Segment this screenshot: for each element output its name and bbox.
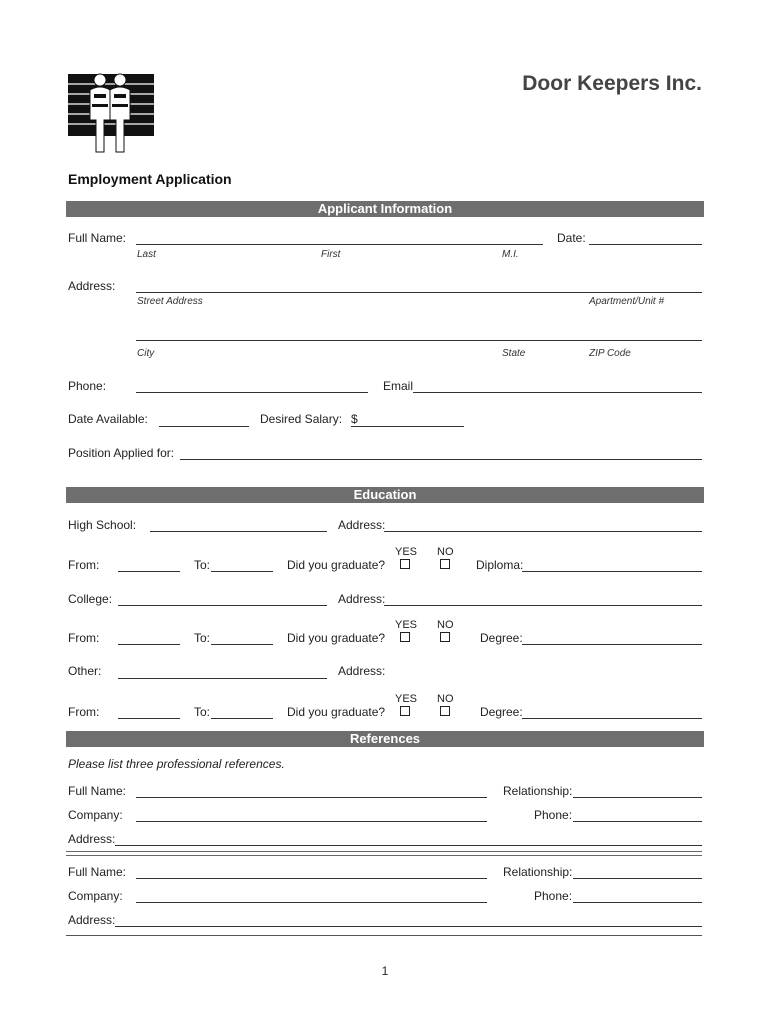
college-to-label: To:: [194, 631, 211, 645]
apartment-caption: Apartment/Unit #: [589, 296, 665, 307]
college-no-checkbox[interactable]: [440, 632, 450, 642]
college-to-field[interactable]: [211, 644, 273, 645]
city-caption: City: [137, 348, 155, 359]
high-school-address-field[interactable]: [384, 531, 702, 532]
phone-label: Phone:: [68, 379, 107, 393]
date-label: Date:: [557, 231, 586, 245]
college-yes-label: YES: [395, 619, 418, 631]
full-name-field[interactable]: [136, 244, 543, 245]
form-title: Employment Application: [68, 171, 232, 187]
other-degree-label: Degree:: [480, 705, 523, 719]
college-address-field[interactable]: [384, 605, 702, 606]
date-available-field[interactable]: [159, 426, 249, 427]
other-no-label: NO: [437, 693, 454, 705]
ref1-relationship-label: Relationship:: [503, 784, 573, 798]
other-label: Other:: [68, 664, 102, 678]
ref1-full-name-label: Full Name:: [68, 784, 127, 798]
hs-to-field[interactable]: [211, 571, 273, 572]
reference-bottom-rule: [66, 935, 702, 936]
diploma-field[interactable]: [522, 571, 702, 572]
position-field[interactable]: [180, 459, 702, 460]
references-header: References: [66, 731, 704, 747]
other-yes-checkbox[interactable]: [400, 706, 410, 716]
college-no-label: NO: [437, 619, 454, 631]
dollar-sign: $: [351, 412, 358, 426]
other-from-label: From:: [68, 705, 100, 719]
hs-from-label: From:: [68, 558, 100, 572]
ref1-phone-field[interactable]: [573, 821, 702, 822]
ref2-full-name-field[interactable]: [136, 878, 487, 879]
page-number: 1: [381, 964, 389, 978]
college-degree-field[interactable]: [522, 644, 702, 645]
phone-field[interactable]: [136, 392, 368, 393]
hs-graduate-label: Did you graduate?: [287, 558, 386, 572]
ref1-company-field[interactable]: [136, 821, 487, 822]
desired-salary-label: Desired Salary:: [260, 412, 343, 426]
hs-no-checkbox[interactable]: [440, 559, 450, 569]
street-address-field[interactable]: [136, 292, 702, 293]
other-address-label: Address:: [338, 664, 386, 678]
education-header: Education: [66, 487, 704, 503]
full-name-label: Full Name:: [68, 231, 127, 245]
desired-salary-field[interactable]: [351, 426, 464, 427]
diploma-label: Diploma:: [476, 558, 524, 572]
college-yes-checkbox[interactable]: [400, 632, 410, 642]
date-available-label: Date Available:: [68, 412, 148, 426]
hs-to-label: To:: [194, 558, 211, 572]
college-address-label: Address:: [338, 592, 386, 606]
door-guards-logo: [66, 70, 156, 156]
position-label: Position Applied for:: [68, 446, 175, 460]
ref2-address-field[interactable]: [115, 926, 702, 927]
high-school-field[interactable]: [150, 531, 327, 532]
ref2-relationship-field[interactable]: [573, 878, 702, 879]
other-no-checkbox[interactable]: [440, 706, 450, 716]
hs-yes-label: YES: [395, 546, 418, 558]
other-from-field[interactable]: [118, 718, 180, 719]
college-graduate-label: Did you graduate?: [287, 631, 386, 645]
ref2-address-label: Address:: [68, 913, 116, 927]
reference-divider: [66, 851, 702, 856]
hs-from-field[interactable]: [118, 571, 180, 572]
other-field[interactable]: [118, 678, 327, 679]
ref1-relationship-field[interactable]: [573, 797, 702, 798]
other-to-field[interactable]: [211, 718, 273, 719]
ref1-address-label: Address:: [68, 832, 116, 846]
ref2-company-field[interactable]: [136, 902, 487, 903]
other-degree-field[interactable]: [522, 718, 702, 719]
hs-yes-checkbox[interactable]: [400, 559, 410, 569]
references-instruction: Please list three professional references.: [68, 757, 285, 771]
ref2-phone-field[interactable]: [573, 902, 702, 903]
ref1-phone-label: Phone:: [534, 808, 573, 822]
last-name-caption: Last: [137, 249, 156, 260]
hs-no-label: NO: [437, 546, 454, 558]
college-label: College:: [68, 592, 113, 606]
high-school-label: High School:: [68, 518, 137, 532]
ref2-company-label: Company:: [68, 889, 123, 903]
ref1-full-name-field[interactable]: [136, 797, 487, 798]
first-name-caption: First: [321, 249, 341, 260]
college-field[interactable]: [118, 605, 327, 606]
ref1-address-field[interactable]: [115, 845, 702, 846]
email-field[interactable]: [413, 392, 702, 393]
ref2-relationship-label: Relationship:: [503, 865, 573, 879]
address-label: Address:: [68, 279, 116, 293]
company-name: Door Keepers Inc.: [522, 72, 702, 95]
city-state-zip-field[interactable]: [136, 340, 702, 341]
zip-caption: ZIP Code: [589, 348, 631, 359]
college-from-field[interactable]: [118, 644, 180, 645]
high-school-address-label: Address:: [338, 518, 386, 532]
other-yes-label: YES: [395, 693, 418, 705]
middle-initial-caption: M.I.: [502, 249, 519, 260]
college-from-label: From:: [68, 631, 100, 645]
other-to-label: To:: [194, 705, 211, 719]
applicant-information-header: Applicant Information: [66, 201, 704, 217]
ref2-phone-label: Phone:: [534, 889, 573, 903]
date-field[interactable]: [589, 244, 702, 245]
email-label: Email: [383, 379, 414, 393]
state-caption: State: [502, 348, 526, 359]
college-degree-label: Degree:: [480, 631, 523, 645]
street-address-caption: Street Address: [137, 296, 203, 307]
ref1-company-label: Company:: [68, 808, 123, 822]
other-graduate-label: Did you graduate?: [287, 705, 386, 719]
ref2-full-name-label: Full Name:: [68, 865, 127, 879]
